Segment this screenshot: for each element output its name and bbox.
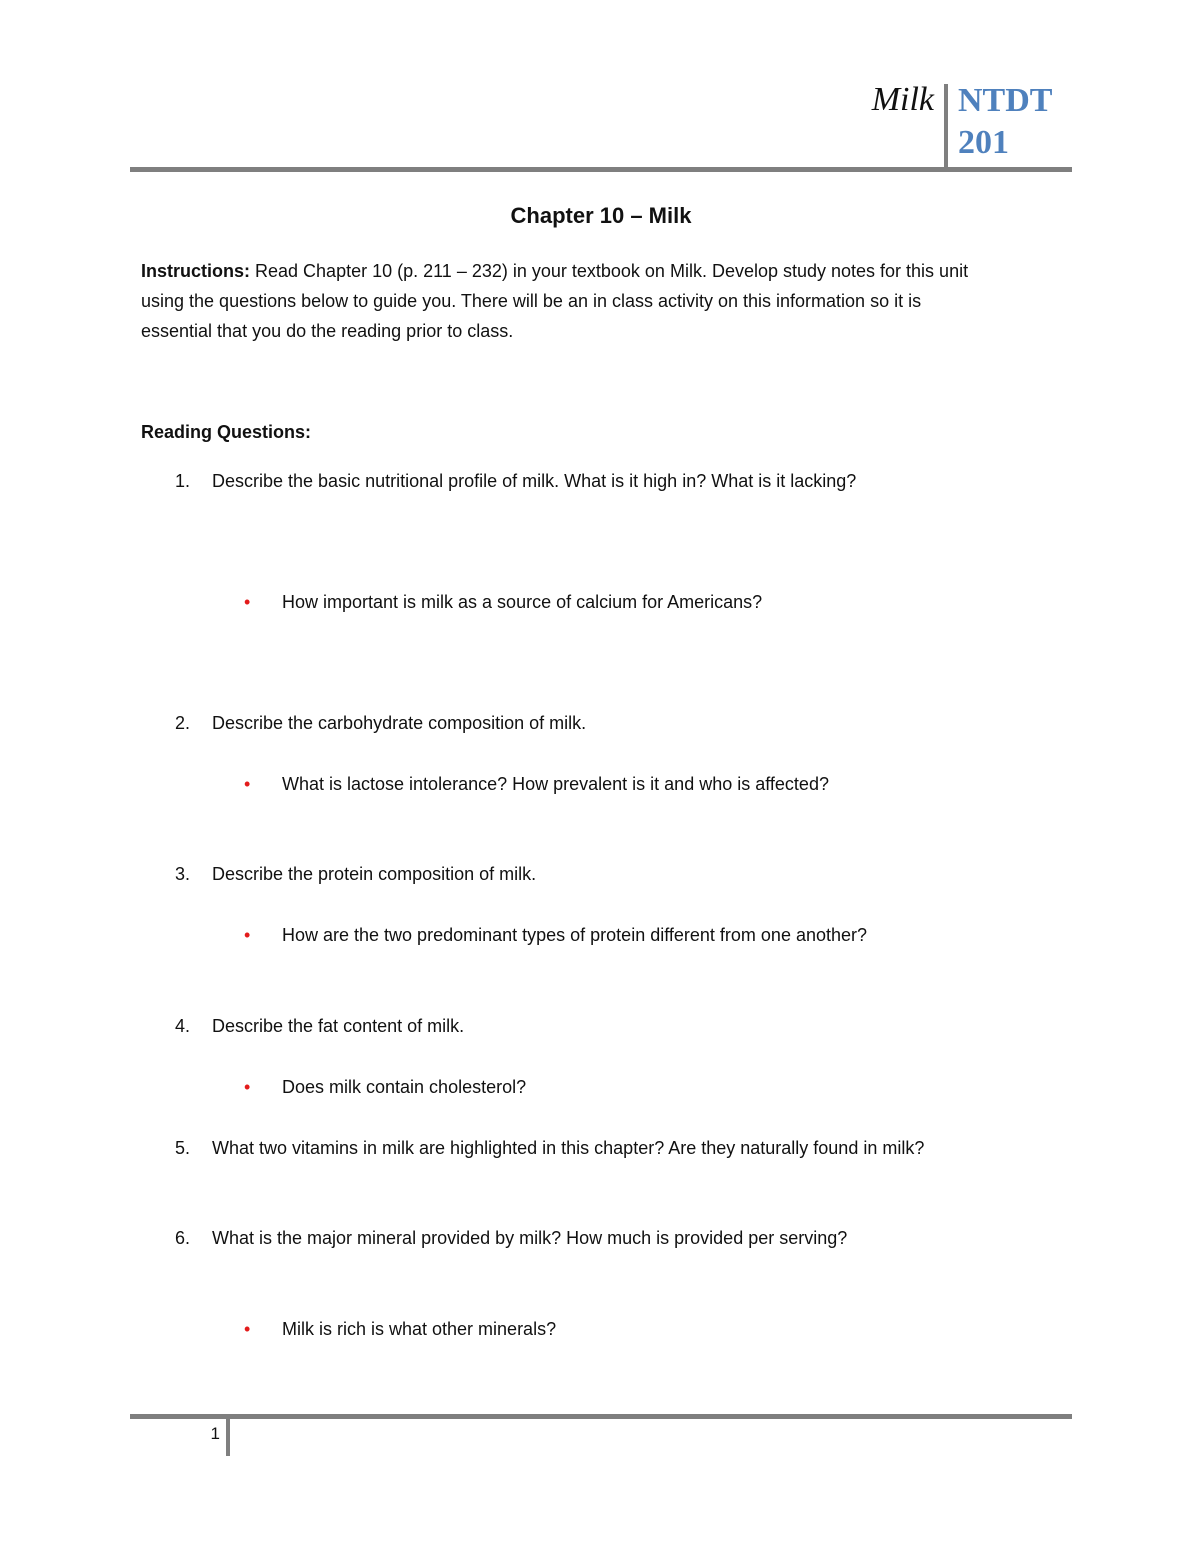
bullet-item: [244, 1315, 1064, 1343]
header-title: Milk: [871, 81, 934, 118]
question-number: 6.: [175, 1228, 191, 1248]
bullet-text: Milk is rich is what other minerals?: [282, 1319, 557, 1339]
question-item: [175, 709, 1075, 737]
bullet-item: [244, 770, 1064, 798]
bullet-text: What is lactose intolerance? How prevalent is it and who is affected?: [282, 774, 829, 794]
bullet-item: [244, 921, 1064, 949]
instructions-line-1: [141, 256, 1071, 286]
instructions-line-3: essential that you do the reading prior to class.: [141, 321, 514, 341]
header-divider: [944, 84, 948, 170]
page-number: 1: [210, 1424, 220, 1443]
reading-questions-heading: Reading Questions:: [141, 422, 312, 442]
question-item: [175, 860, 1075, 888]
question-item: [175, 1224, 1075, 1252]
header-course-code: [958, 80, 1058, 164]
instructions-paragraph: [141, 256, 1071, 346]
bullet-icon: •: [244, 925, 251, 945]
question-text: Describe the basic nutritional profile of milk. What is it high in? What is it lacking?: [212, 471, 857, 491]
bullet-icon: •: [244, 592, 251, 612]
bullet-icon: •: [244, 1077, 251, 1097]
header-course-line1: NTDT: [958, 82, 1053, 119]
question-text: What two vitamins in milk are highlighted in this chapter? Are they naturally found in milk?: [212, 1138, 925, 1158]
question-text: Describe the protein composition of milk.: [212, 864, 537, 884]
question-item: [175, 467, 1075, 495]
bullet-icon: •: [244, 774, 251, 794]
question-number: 1.: [175, 471, 191, 491]
footer-divider: [226, 1416, 230, 1456]
question-item: [175, 1134, 1075, 1162]
question-text: What is the major mineral provided by milk? How much is provided per serving?: [212, 1228, 848, 1248]
footer-rule: [130, 1414, 1072, 1419]
instructions-text-1: Read Chapter 10 (p. 211 – 232) in your textbook on Milk. Develop study notes for this unit: [250, 261, 969, 281]
question-text: Describe the fat content of milk.: [212, 1016, 465, 1036]
bullet-item: [244, 1073, 1064, 1101]
document-title: Chapter 10 – Milk: [510, 203, 692, 228]
question-number: 2.: [175, 713, 191, 733]
bullet-item: [244, 588, 1064, 616]
question-number: 3.: [175, 864, 191, 884]
bullet-icon: •: [244, 1319, 251, 1339]
question-text: Describe the carbohydrate composition of milk.: [212, 713, 587, 733]
instructions-label: Instructions:: [141, 261, 251, 281]
question-item: [175, 1012, 1075, 1040]
bullet-text: How important is milk as a source of calcium for Americans?: [282, 592, 763, 612]
bullet-text: Does milk contain cholesterol?: [282, 1077, 527, 1097]
header-rule: [130, 167, 1072, 172]
question-number: 5.: [175, 1138, 191, 1158]
instructions-line-2: using the questions below to guide you. There will be an in class activity on this information so it is: [141, 291, 922, 311]
header-course-line2: 201: [958, 124, 1009, 161]
question-number: 4.: [175, 1016, 191, 1036]
bullet-text: How are the two predominant types of protein different from one another?: [282, 925, 868, 945]
